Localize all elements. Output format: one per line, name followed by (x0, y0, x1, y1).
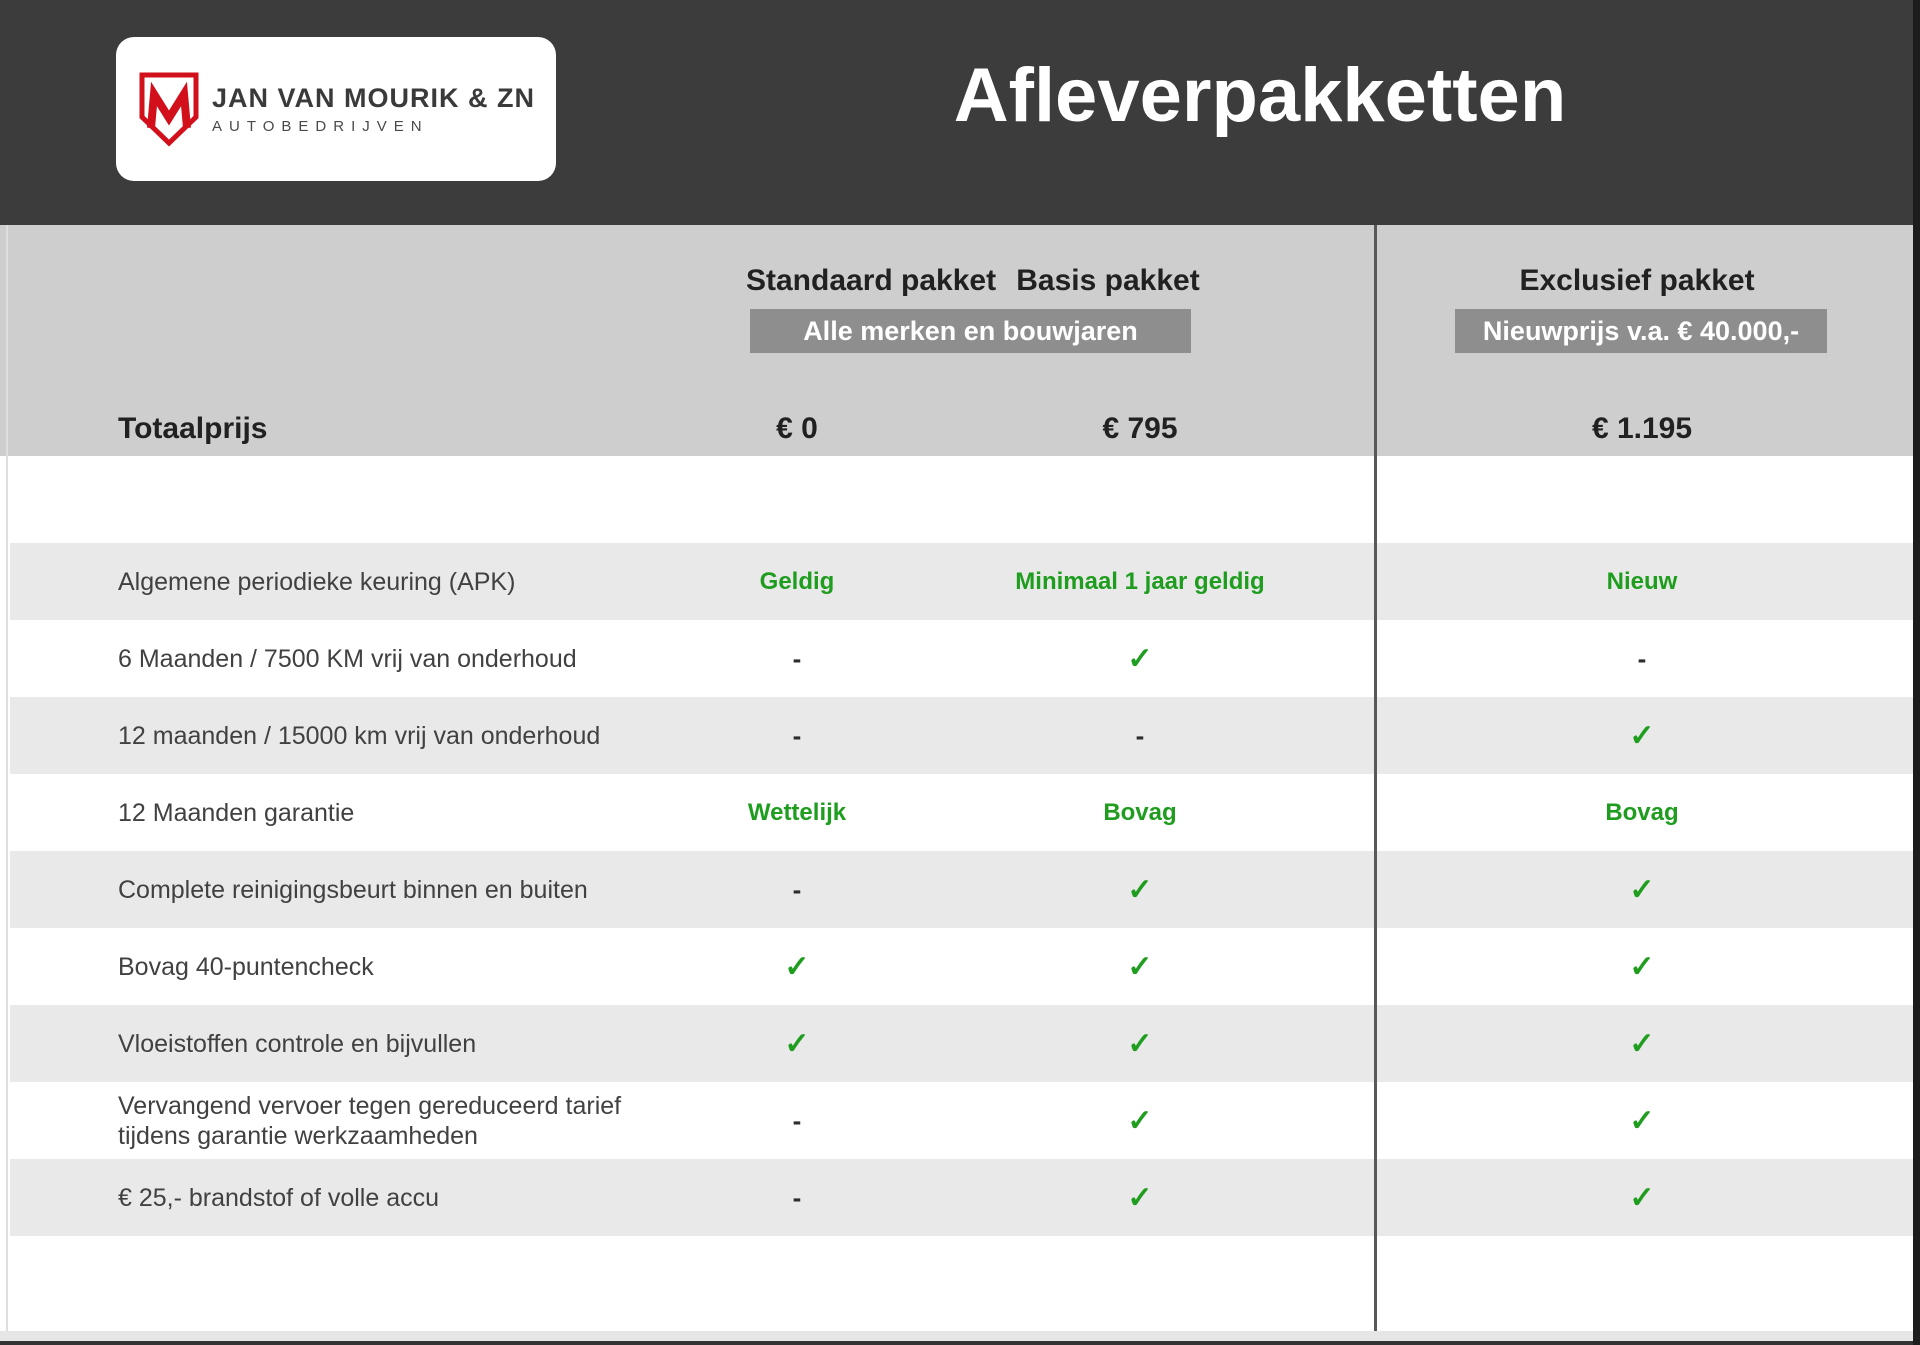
row-label-line1: Bovag 40-puntencheck (118, 952, 374, 981)
table-row (10, 620, 1913, 697)
row-label-line1: Algemene periodieke keuring (APK) (118, 567, 516, 596)
row-label (10, 952, 374, 982)
column-header-exclusief: Exclusief pakket (1519, 264, 1755, 297)
cell-basis: ✓ (1127, 1104, 1153, 1137)
column-header-basis: Basis pakket (1016, 264, 1200, 297)
cell-basis: ✓ (1127, 1027, 1153, 1060)
brand-name: JAN VAN MOURIK & ZN (212, 83, 536, 113)
totaalprijs-label: Totaalprijs (118, 412, 268, 445)
page-title: Afleverpakketten (953, 53, 1567, 138)
cell-exclusief: - (1637, 643, 1647, 673)
table-row (10, 697, 1913, 774)
cell-basis: ✓ (1127, 873, 1153, 906)
comparison-header (0, 225, 1913, 456)
table-row (10, 543, 1913, 620)
bottom-gray-strip (0, 1331, 1913, 1341)
row-label-line1: Vloeistoffen controle en bijvullen (118, 1029, 477, 1058)
price-standaard: € 0 (776, 412, 818, 445)
row-label (10, 1091, 621, 1151)
cell-standaard: - (792, 874, 802, 904)
cell-basis: ✓ (1127, 1181, 1153, 1214)
row-label (10, 798, 354, 828)
cell-standaard: - (792, 720, 802, 750)
brand-card (116, 37, 556, 181)
cell-basis: - (1135, 720, 1145, 750)
row-label-line1: 6 Maanden / 7500 KM vrij van onderhoud (118, 644, 577, 673)
table-row (10, 1082, 1913, 1159)
cell-standaard: Geldig (759, 567, 835, 595)
cell-exclusief: ✓ (1629, 873, 1655, 906)
brand-subtitle: AUTOBEDRIJVEN (212, 118, 429, 135)
price-exclusief: € 1.195 (1591, 412, 1693, 445)
cell-basis: Minimaal 1 jaar geldig (1015, 567, 1265, 595)
brand-text (212, 83, 535, 135)
badge-exclusief-price: Nieuwprijs v.a. € 40.000,- (1455, 309, 1827, 353)
row-label (10, 567, 515, 597)
exclusief-column-divider (1374, 225, 1377, 1341)
row-label (10, 644, 577, 674)
badge-all-brands: Alle merken en bouwjaren (750, 309, 1191, 353)
row-label (10, 1183, 439, 1213)
cell-standaard: Wettelijk (747, 798, 847, 826)
cell-exclusief: ✓ (1629, 950, 1655, 983)
top-header (0, 0, 1920, 225)
column-header-standaard: Standaard pakket (746, 264, 997, 297)
row-label-line1: 12 maanden / 15000 km vrij van onderhoud (118, 721, 601, 750)
row-label (10, 1029, 476, 1059)
brand-shield-m-icon (138, 71, 200, 147)
cell-exclusief: ✓ (1629, 719, 1655, 752)
cell-exclusief: Bovag (1605, 798, 1679, 826)
cell-standaard: - (792, 1105, 802, 1135)
cell-standaard: ✓ (784, 950, 810, 983)
cell-basis: Bovag (1103, 798, 1177, 826)
table-row (10, 1005, 1913, 1082)
cell-standaard: ✓ (784, 1027, 810, 1060)
right-edge-strip (1913, 0, 1920, 1345)
row-label (10, 721, 600, 751)
row-label-line1: 12 Maanden garantie (118, 798, 355, 827)
feature-table (10, 543, 1913, 1236)
cell-exclusief: ✓ (1629, 1027, 1655, 1060)
table-row (10, 774, 1913, 851)
row-label-line1: Complete reinigingsbeurt binnen en buiten (118, 875, 588, 904)
table-row (10, 1159, 1913, 1236)
price-basis: € 795 (1102, 412, 1178, 445)
cell-exclusief: ✓ (1629, 1104, 1655, 1137)
table-row (10, 851, 1913, 928)
row-label-line1: Vervangend vervoer tegen gereduceerd tarief (118, 1091, 622, 1120)
cell-standaard: - (792, 643, 802, 673)
cell-basis: ✓ (1127, 950, 1153, 983)
cell-exclusief: Nieuw (1606, 567, 1678, 595)
row-label (10, 875, 588, 905)
table-row (10, 928, 1913, 1005)
cell-basis: ✓ (1127, 642, 1153, 675)
row-label-line1: € 25,- brandstof of volle accu (118, 1183, 440, 1212)
left-edge-line (6, 225, 8, 1341)
row-label-line2: tijdens garantie werkzaamheden (118, 1121, 478, 1150)
cell-standaard: - (792, 1182, 802, 1212)
cell-exclusief: ✓ (1629, 1181, 1655, 1214)
bottom-dark-bar (0, 1341, 1920, 1345)
